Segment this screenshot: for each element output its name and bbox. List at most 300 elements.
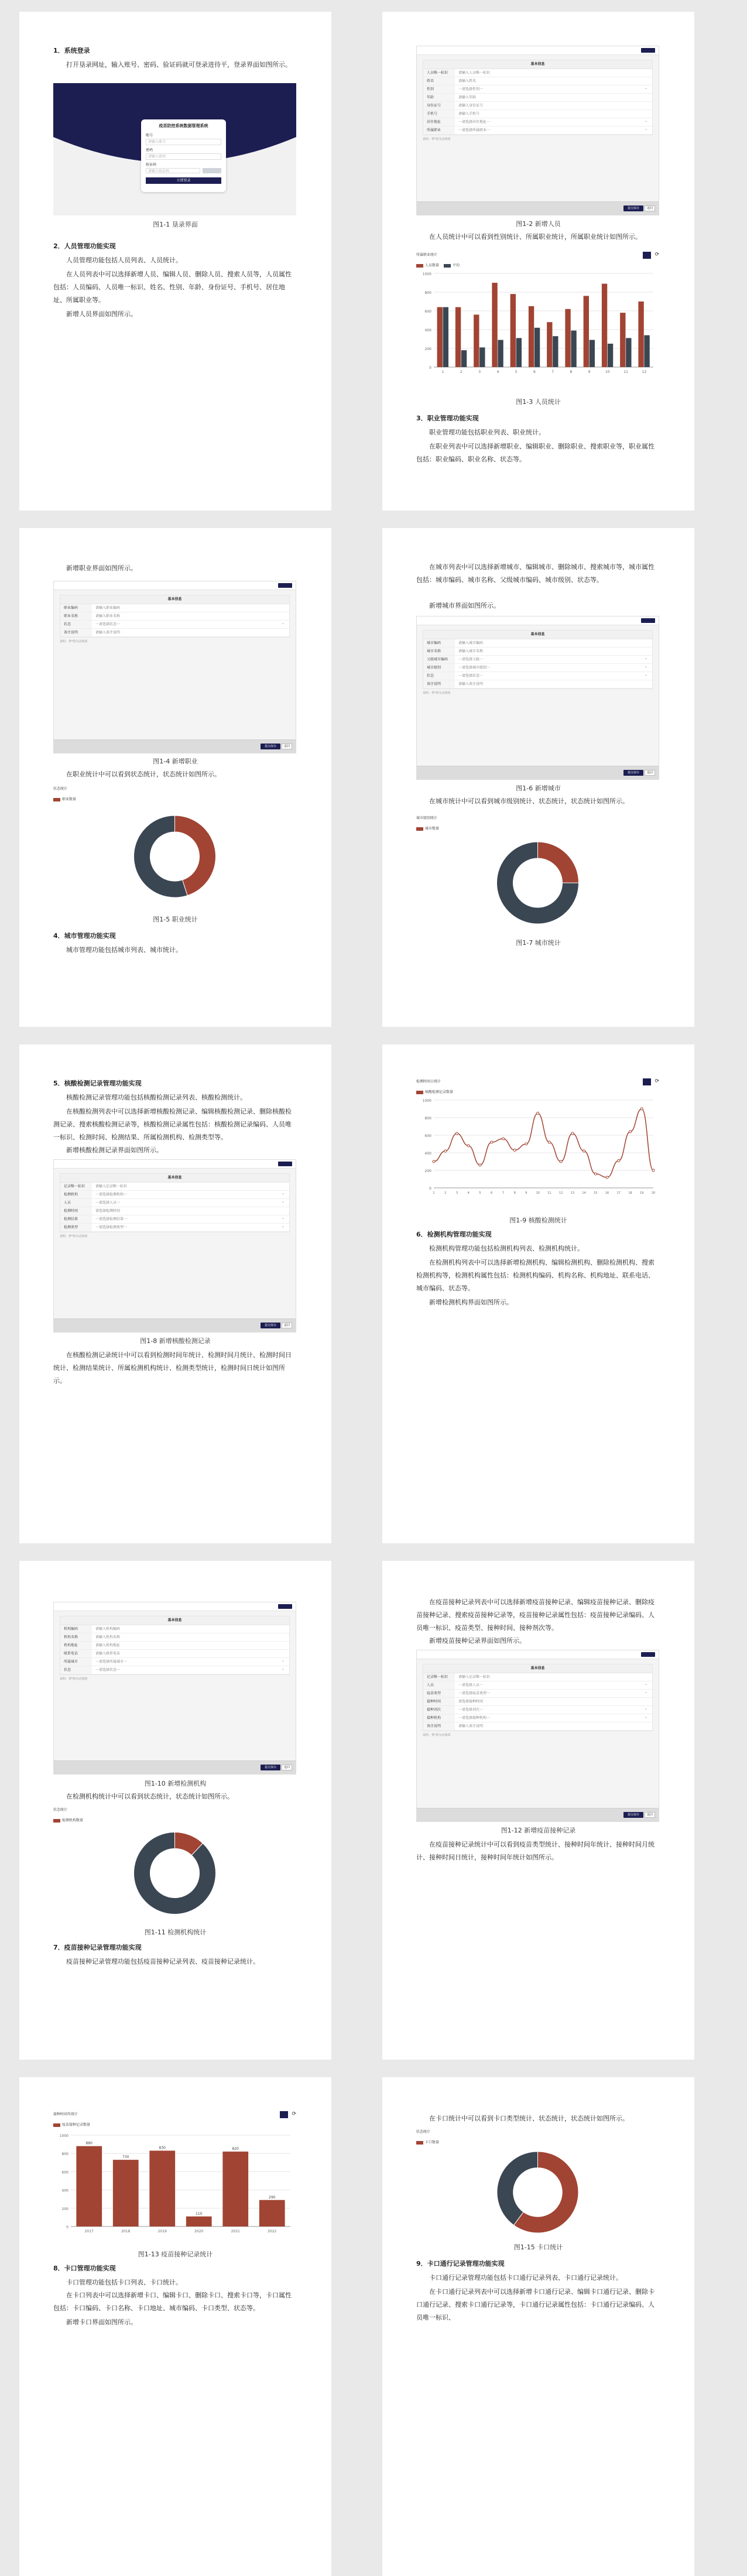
form-row [423,1673,652,1681]
save-button[interactable]: 提交保存 [261,1323,280,1328]
x-tick-label: 2 [460,370,462,374]
legend-label: 检测机构数量 [62,1818,84,1823]
x-tick-label: 7 [502,1191,505,1195]
field-input[interactable]: 请输入城市名称 [458,649,484,653]
bar [571,331,576,367]
field-input[interactable]: 一请选择所属城市一 ⌄ [92,1658,289,1666]
y-tick-label: 600 [424,1134,431,1138]
bar [443,307,448,367]
legend-label: 职业数量 [62,797,77,801]
field-input[interactable]: 请选择接种时间 [458,1700,484,1704]
x-tick-label: 3 [455,1191,458,1195]
page-3 [19,528,331,1027]
chart-filter-label: 状态统计 [53,1808,68,1812]
form-row [423,94,652,102]
field-input[interactable]: 请输入城市编码 [458,641,484,645]
paragraph: 职业管理功能包括职业列表、职业统计。 [429,429,545,436]
field-input[interactable]: 请输入备注说明 [458,1724,484,1728]
form-note: 说明：带*的为必填项 [60,1677,88,1681]
x-tick-label: 17 [616,1191,621,1195]
back-button[interactable]: 返回 [282,744,292,749]
chart-filter-label: 接种时间年统计 [53,2112,78,2116]
job-pie-chart [53,786,296,912]
field-input[interactable]: 请输入记录唯一标识 [458,1675,491,1679]
pie-chart-svg [416,2145,659,2235]
paragraph: 新增职业界面如图所示。 [66,564,137,572]
bar [638,302,643,367]
form-row [423,1706,652,1714]
paragraph: 在职业统计中可以看到状态统计，状态统计如图所示。 [66,770,221,778]
login-user-label: 账号 [146,133,153,138]
legend-label: 城市数量 [425,827,440,831]
figure-caption: 图1-3 人员统计 [516,398,561,406]
form-panel [60,1173,290,1232]
pie-chart-svg [53,1823,296,1919]
legend-label: 平均 [452,263,460,268]
data-point [479,1164,481,1166]
y-tick-label: 200 [424,347,431,351]
field-label: 人员 [423,1681,455,1689]
legend-swatch [444,264,451,268]
x-tick-label: 19 [640,1191,644,1195]
save-button[interactable]: 提交保存 [261,744,280,749]
form-row [423,656,652,664]
bar [461,350,467,367]
login-screenshot [53,83,296,215]
y-tick-label: 1000 [59,2134,68,2138]
data-point [502,1138,504,1140]
form-row [423,77,652,85]
save-button[interactable]: 提交保存 [261,1765,280,1770]
save-button[interactable]: 提交保存 [623,1812,643,1818]
field-input[interactable]: 一请选择状态一 ⌄ [455,672,652,680]
figure-caption: 图1-7 城市统计 [516,939,561,947]
bar-chart-svg [416,268,659,385]
back-button[interactable]: 返回 [645,1812,655,1818]
field-input[interactable]: 一请选择人员一 ⌄ [455,1681,652,1689]
back-button[interactable]: 返回 [645,770,655,776]
form-header: 基本信息 [60,1616,289,1625]
data-label: 730 [122,2155,129,2160]
x-tick-label: 12 [558,1191,563,1195]
form-header: 基本信息 [60,1174,289,1183]
paragraph: 在核酸检测记录统计中可以看到检测时间年统计、检测时间月统计、检测时间日统计、检测结果统计、所属检测机构统计、检测类型统计，检测时间日统计如图所示。 [53,1351,292,1385]
back-button[interactable]: 返回 [282,1323,292,1328]
form-panel [423,630,653,689]
field-label: 记录唯一标识 [423,1673,455,1681]
form-row [423,680,652,688]
legend-label: 人员数量 [425,263,440,268]
field-input[interactable]: 请输入机构地址 [95,1643,121,1647]
paragraph: 疫苗接种记录管理功能包括疫苗接种记录列表、疫苗接种记录统计。 [66,1958,259,1965]
field-input[interactable]: 一请选择疫苗类型一 ⌄ [455,1690,652,1697]
topbar-button[interactable] [278,1162,292,1166]
page-10 [382,2077,694,2576]
field-input[interactable]: 请输入姓名 [458,79,477,83]
x-tick-label: 13 [570,1191,575,1195]
figure-caption: 图1-2 新增人员 [516,220,561,228]
legend-label: 疫苗接种记录数量 [62,2123,91,2127]
data-point [444,1150,447,1152]
x-tick-label: 2021 [231,2229,240,2234]
login-code-label: 验证码 [146,163,157,167]
paragraph: 在疫苗接种记录统计中可以看到疫苗类型统计、接种时间年统计、接种时间月统计、接种时间日统计，接种时间年统计如图所示。 [416,1841,655,1861]
x-tick-label: 2 [444,1191,447,1195]
paragraph: 打开垦录网址，输入账号、密码、验证码就可登录进待平，登录界面如图所示。 [66,61,292,68]
paragraph: 新增城市界面如图所示。 [429,602,500,609]
heading: 7．疫苗接种记录管理功能实现 [53,1944,142,1951]
field-input[interactable]: 一请选择居住地址一 ⌄ [455,118,652,126]
data-point [583,1150,585,1152]
form-row [60,1207,289,1215]
field-label: 状态 [60,1666,92,1674]
bar [626,338,631,367]
field-input[interactable]: 一请选择城市级别一 ⌄ [455,664,652,672]
field-input[interactable]: 一请选择剂次一 ⌄ [455,1706,652,1714]
paragraph: 在职业列表中可以选择新增职业、编辑职业、删除职业、搜索职业等，职业属性包括：职业编码、职业名称、状态等。 [416,443,655,463]
data-point [606,1176,608,1179]
x-tick-label: 16 [605,1191,609,1195]
paragraph: 在卡口统计中可以看到卡口类型统计、状态统计，状态统计如图所示。 [429,2115,629,2122]
field-input[interactable]: 一请选择状态一 ⌄ [92,1666,289,1674]
paragraph: 在人员列表中可以选择新增人员、编辑人员、删除人员、搜索人员等，人员属性包括：人员编码、人员唯一标识、姓名、性别、年龄、身份证号、手机号、居住地址、所属职业等。 [53,270,292,304]
search-button[interactable] [643,1078,651,1085]
form-row [423,664,652,672]
heading: 6．检测机构管理功能实现 [416,1231,492,1238]
form-footer [54,1318,296,1332]
field-label: 检测结果 [60,1215,92,1223]
form-row [60,1191,289,1199]
new-vaccine-screenshot [416,1650,659,1822]
y-tick-label: 400 [424,1152,431,1156]
field-input[interactable]: 请输入机构编码 [95,1627,121,1631]
field-label: 机构名称 [60,1633,92,1641]
bar [76,2146,102,2226]
pie-slice [134,1832,216,1914]
bar [474,314,479,367]
bar [186,2217,212,2226]
field-label: 检测机构 [60,1191,92,1198]
form-panel [423,60,653,135]
y-tick-label: 400 [424,328,431,333]
x-tick-label: 10 [605,370,610,374]
x-tick-label: 2018 [121,2229,131,2234]
form-footer [417,201,659,215]
form-row [423,1722,652,1731]
figure-caption: 图1-9 核酸检测统计 [509,1217,567,1224]
y-tick-label: 1000 [422,272,431,276]
field-input[interactable]: 请输入机构名称 [95,1635,121,1639]
login-pwd-input[interactable]: 请输入密码 [146,153,221,160]
form-row [423,110,652,118]
vaccine-bar-chart [53,2111,296,2247]
field-label: 职业编码 [60,604,92,612]
search-button[interactable] [643,252,651,259]
login-code-input[interactable]: 请输入验证码 [146,168,200,173]
pie-chart-svg [416,831,659,930]
form-row [60,629,289,637]
page-5 [19,1044,331,1543]
form-row [423,1690,652,1698]
form-row [60,1658,289,1666]
topbar-button[interactable] [278,583,292,588]
login-button[interactable]: 立即登录 [146,177,221,184]
form-row [423,126,652,135]
x-tick-label: 11 [623,370,628,374]
topbar-button[interactable] [641,618,655,623]
field-input[interactable]: 一请选择检测机构一 ⌄ [92,1191,289,1198]
refresh-icon[interactable]: ⟳ [655,252,659,258]
topbar-button[interactable] [278,1604,292,1609]
paragraph: 检测机构管理功能包括检测机构列表、检测机构统计。 [429,1245,584,1252]
form-row [60,1625,289,1633]
window-topbar [54,1160,296,1169]
save-button[interactable]: 提交保存 [623,770,643,776]
search-button[interactable] [280,2111,288,2118]
back-button[interactable]: 返回 [282,1765,292,1770]
field-label: 备注说明 [60,629,92,636]
form-row [423,639,652,648]
x-tick-label: 6 [491,1191,493,1195]
field-input[interactable]: 请输入身份证号 [458,104,484,108]
field-label: 性别 [423,85,455,93]
field-input[interactable]: 一请选择人员一 ⌄ [92,1199,289,1207]
checkpoint-pie-chart [416,2129,659,2240]
data-point [525,1143,527,1145]
paragraph: 新增疫苗接种记录界面如图所示。 [429,1637,526,1645]
field-input[interactable]: 请输入职业名称 [95,614,121,618]
field-label: 手机号 [423,110,455,118]
y-tick-label: 800 [424,1116,431,1121]
field-input[interactable]: 一请选择接种机构一 ⌄ [455,1714,652,1722]
bar [259,2200,285,2226]
chart-filter-label: 城市级别统计 [416,816,438,820]
field-label: 城市编码 [423,639,455,647]
form-row [423,102,652,110]
form-row [60,1633,289,1642]
field-input[interactable]: 请选择检测时间 [95,1209,121,1213]
figure-caption: 图1-10 新增检测机构 [144,1780,207,1787]
x-tick-label: 12 [642,370,647,374]
topbar-button[interactable] [641,1652,655,1657]
login-card [141,119,226,192]
x-tick-label: 1 [441,370,444,374]
refresh-icon[interactable]: ⟳ [292,2111,296,2117]
data-label: 110 [196,2211,203,2216]
x-tick-label: 11 [547,1191,551,1195]
field-label: 联系电话 [60,1650,92,1657]
bar [222,2152,248,2226]
window-topbar [54,581,296,590]
window-topbar [417,616,659,625]
legend-swatch [53,2123,60,2127]
data-point [594,1173,597,1175]
figure-caption: 图1-13 疫苗接种记录统计 [138,2250,213,2258]
field-input[interactable]: 一请选择所属职业一 ⌄ [455,126,652,134]
paragraph: 在城市统计中可以看到城市级别统计、状态统计，状态统计如图所示。 [429,797,629,805]
heading: 1．系统登录 [53,47,90,54]
form-row [60,604,289,612]
field-label: 所属城市 [60,1658,92,1666]
captcha-image[interactable] [203,168,221,173]
series-line [434,1109,653,1177]
form-row [423,85,652,94]
form-row [423,672,652,680]
data-label: 290 [269,2195,276,2200]
form-row [60,1224,289,1232]
page-2 [382,12,694,511]
chart-filter-label: 检测时间日统计 [416,1080,441,1084]
field-label: 机构地址 [60,1642,92,1649]
form-row [423,1714,652,1722]
bar [547,322,552,367]
form-row [60,621,289,629]
field-label: 状态 [423,672,455,680]
field-input[interactable]: 请输入备注说明 [95,631,121,635]
x-tick-label: 14 [582,1191,586,1195]
bar [602,284,607,367]
heading: 9．卡口通行记录管理功能实现 [416,2260,505,2267]
org-pie-chart [53,1807,296,1924]
field-label: 检测类型 [60,1224,92,1231]
data-point [537,1112,539,1115]
window-topbar [417,1650,659,1659]
data-label: 880 [85,2141,92,2146]
field-input[interactable]: 一请选择状态一 ⌄ [92,621,289,628]
x-tick-label: 7 [551,370,554,374]
y-tick-label: 600 [61,2170,68,2175]
form-note: 说明：带*的为必填项 [423,1734,451,1737]
bar [584,296,589,367]
form-footer [54,1760,296,1774]
window-topbar [54,1602,296,1611]
field-input[interactable]: 一请选择检测类型一 ⌄ [92,1224,289,1231]
page-8 [382,1561,694,2060]
field-input[interactable]: 一请选择检测结果一 ⌄ [92,1215,289,1223]
field-label: 检测时间 [60,1207,92,1215]
data-label: 820 [232,2147,239,2152]
paragraph: 城市管理功能包括城市列表、城市统计。 [66,946,182,954]
field-label: 备注说明 [423,680,455,688]
field-input[interactable]: 请输入记录唯一标识 [95,1184,128,1188]
bar [534,328,540,367]
field-input[interactable]: 请输入职业编码 [95,606,121,610]
field-input[interactable]: 请输入年龄 [458,95,477,100]
topbar-button[interactable] [641,48,655,53]
field-label: 疫苗类型 [423,1690,455,1697]
form-note: 说明：带*的为必填项 [60,640,88,643]
bar [510,294,516,367]
figure-caption: 图1-1 垦录界面 [153,221,198,228]
data-point [433,1160,435,1163]
heading: 2．人员管理功能实现 [53,242,116,250]
new-record-screenshot [53,1159,296,1332]
field-label: 备注说明 [423,1722,455,1730]
bar [608,344,613,367]
field-input[interactable]: 一请选择性别一 ⌄ [455,85,652,93]
form-footer [54,739,296,753]
legend-swatch [416,2141,423,2145]
form-note: 说明：带*的为必填项 [423,691,451,695]
bar [516,338,522,367]
field-label: 父级城市编码 [423,656,455,663]
x-tick-label: 5 [515,370,518,374]
y-tick-label: 800 [61,2152,68,2157]
x-tick-label: 2020 [194,2229,204,2234]
bar [620,313,625,367]
bar [565,309,570,367]
back-button[interactable]: 返回 [645,205,655,211]
form-row [60,1183,289,1191]
form-row [60,1215,289,1224]
login-user-input[interactable]: 请输入账号 [146,139,221,145]
paragraph: 在核酸检测列表中可以选择新增核酸检测记录、编辑核酸检测记录、删除核酸检测记录、搜索核酸检测记录等，核酸检测记录属性包括：核酸检测记录编码、人员唯一标识、检测时间、检测结果、所属检测机构、检测类型等。 [53,1108,292,1141]
x-tick-label: 20 [651,1191,656,1195]
form-panel [423,1664,653,1731]
heading: 4．城市管理功能实现 [53,932,116,940]
field-input[interactable]: 请输入人员唯一标识 [458,71,491,75]
legend-swatch [53,1819,60,1823]
x-tick-label: 2017 [84,2229,94,2234]
field-label: 人员唯一标识 [423,69,455,77]
refresh-icon[interactable]: ⟳ [655,1078,659,1084]
chart-filter-label: 所属职业统计 [416,253,438,257]
bar [149,2151,175,2226]
figure-caption: 图1-8 新增核酸检测记录 [140,1337,211,1345]
x-tick-label: 2019 [157,2229,167,2234]
field-input[interactable]: 请输入备注说明 [458,682,484,686]
legend-swatch [416,1091,423,1094]
y-tick-label: 0 [429,366,431,370]
field-label: 姓名 [423,77,455,85]
figure-caption: 图1-11 检测机构统计 [144,1928,207,1936]
record-line-chart [416,1078,659,1214]
form-row [423,69,652,77]
x-tick-label: 9 [525,1191,527,1195]
data-point [618,1160,620,1162]
field-input[interactable]: 一请选择父级一 ⌄ [455,656,652,663]
field-label: 身份证号 [423,102,455,109]
form-note: 说明：带*的为必填项 [60,1235,88,1238]
field-label: 接种剂次 [423,1706,455,1714]
form-row [423,118,652,126]
new-city-screenshot [416,616,659,780]
save-button[interactable]: 提交保存 [623,205,643,211]
legend-swatch [416,264,423,268]
form-row [60,1642,289,1650]
figure-caption: 图1-5 职业统计 [153,916,198,923]
form-panel [60,595,290,638]
paragraph: 在检测机构统计中可以看到状态统计，状态统计如图所示。 [66,1793,234,1800]
field-input[interactable]: 请输入联系电话 [95,1652,121,1656]
bar [644,335,649,367]
pie-slice [497,2152,538,2225]
paragraph: 卡口通行记录管理功能包括卡口通行记录列表、卡口通行记录统计。 [429,2274,622,2282]
bar [437,307,443,367]
x-tick-label: 1 [433,1191,435,1195]
chart-filter-label: 状态统计 [53,787,68,791]
paragraph: 核酸检测记录管理功能包括核酸检测记录列表、核酸检测统计。 [66,1094,246,1101]
x-tick-label: 2022 [268,2229,277,2234]
x-tick-label: 6 [533,370,536,374]
pie-slice [538,842,579,883]
figure-caption: 图1-4 新增职业 [153,758,198,765]
x-tick-label: 4 [467,1191,470,1195]
field-input[interactable]: 请输入手机号 [458,112,480,116]
page-7 [19,1561,331,2060]
y-tick-label: 0 [66,2225,68,2229]
y-tick-label: 1000 [422,1099,431,1103]
